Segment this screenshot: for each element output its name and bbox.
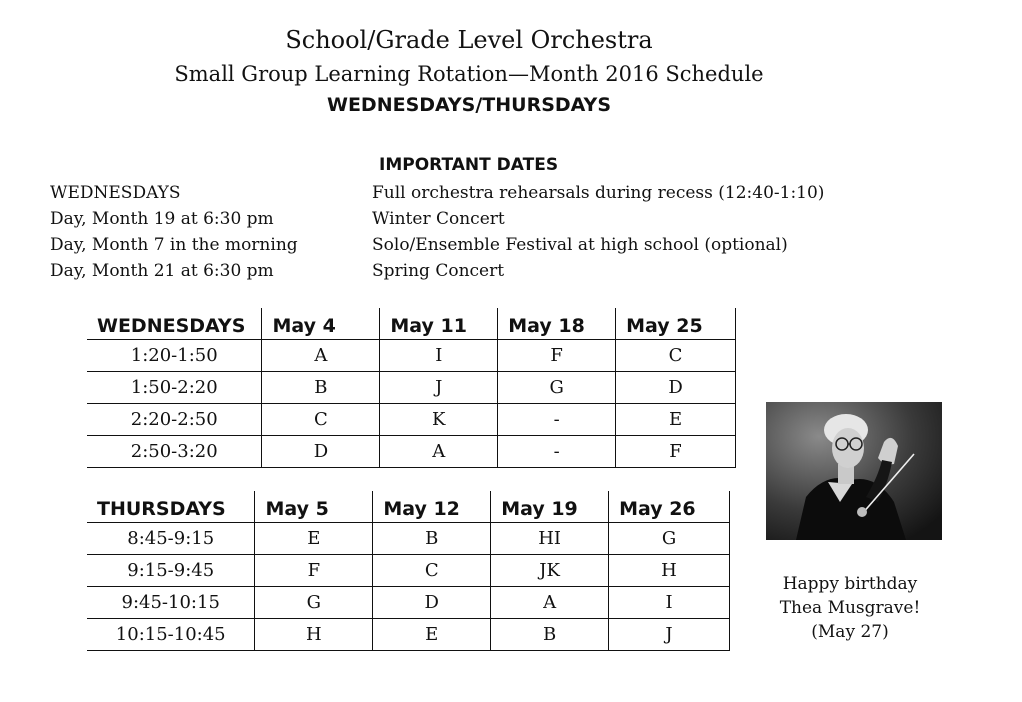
group-cell: A xyxy=(262,340,380,372)
group-cell: - xyxy=(498,436,616,468)
caption-line: (May 27) xyxy=(811,622,889,642)
page-title: School/Grade Level Orchestra xyxy=(285,26,653,54)
date-event: Solo/Ensemble Festival at high school (optional) xyxy=(372,235,788,255)
time-slot: 1:20-1:50 xyxy=(87,340,262,372)
column-header: WEDNESDAYS xyxy=(87,308,262,340)
table-row xyxy=(87,619,730,651)
column-header: May 26 xyxy=(609,491,730,523)
table-row xyxy=(87,523,730,555)
group-cell: F xyxy=(255,555,373,587)
group-cell: - xyxy=(498,404,616,436)
important-dates-what xyxy=(372,180,824,284)
time-slot: 2:20-2:50 xyxy=(87,404,262,436)
group-cell: G xyxy=(498,372,616,404)
group-cell: H xyxy=(609,555,730,587)
table-row xyxy=(87,587,730,619)
column-header: May 12 xyxy=(373,491,491,523)
thursday-schedule-table xyxy=(87,491,730,651)
important-dates-heading: IMPORTANT DATES xyxy=(379,155,559,175)
column-header: May 19 xyxy=(491,491,609,523)
group-cell: A xyxy=(380,436,498,468)
group-cell: H xyxy=(255,619,373,651)
date-event: Spring Concert xyxy=(372,261,505,281)
group-cell: E xyxy=(373,619,491,651)
table-header-row xyxy=(87,308,736,340)
group-cell: C xyxy=(616,340,736,372)
group-cell: B xyxy=(262,372,380,404)
table-header-row xyxy=(87,491,730,523)
column-header: May 25 xyxy=(616,308,736,340)
group-cell: F xyxy=(616,436,736,468)
group-cell: K xyxy=(380,404,498,436)
wednesday-schedule-table xyxy=(87,308,736,468)
group-cell: B xyxy=(491,619,609,651)
group-cell: G xyxy=(609,523,730,555)
conductor-photo xyxy=(766,402,942,540)
time-slot: 1:50-2:20 xyxy=(87,372,262,404)
table-row xyxy=(87,404,736,436)
birthday-caption xyxy=(766,572,934,644)
time-slot: 9:15-9:45 xyxy=(87,555,255,587)
column-header: May 18 xyxy=(498,308,616,340)
date-when: Day, Month 19 at 6:30 pm xyxy=(50,209,274,229)
date-event: Full orchestra rehearsals during recess (12:40-1:10) xyxy=(372,183,825,203)
group-cell: HI xyxy=(491,523,609,555)
group-cell: JK xyxy=(491,555,609,587)
important-dates-when xyxy=(50,180,298,284)
group-cell: J xyxy=(609,619,730,651)
group-cell: C xyxy=(373,555,491,587)
column-header: May 5 xyxy=(255,491,373,523)
date-when: Day, Month 7 in the morning xyxy=(50,235,298,255)
group-cell: D xyxy=(616,372,736,404)
group-cell: J xyxy=(380,372,498,404)
days-heading: WEDNESDAYS/THURSDAYS xyxy=(326,94,612,116)
date-when: WEDNESDAYS xyxy=(50,183,181,203)
date-event: Winter Concert xyxy=(372,209,505,229)
group-cell: G xyxy=(255,587,373,619)
page-subtitle: Small Group Learning Rotation—Month 2016 Schedule xyxy=(174,62,764,86)
table-row xyxy=(87,555,730,587)
group-cell: C xyxy=(262,404,380,436)
time-slot: 9:45-10:15 xyxy=(87,587,255,619)
table-row xyxy=(87,436,736,468)
group-cell: E xyxy=(616,404,736,436)
caption-line: Happy birthday xyxy=(782,574,918,594)
group-cell: I xyxy=(609,587,730,619)
date-when: Day, Month 21 at 6:30 pm xyxy=(50,261,274,281)
table-row xyxy=(87,372,736,404)
caption-line: Thea Musgrave! xyxy=(779,598,921,618)
group-cell: D xyxy=(262,436,380,468)
column-header: THURSDAYS xyxy=(87,491,255,523)
group-cell: D xyxy=(373,587,491,619)
column-header: May 4 xyxy=(262,308,380,340)
group-cell: F xyxy=(498,340,616,372)
table-row xyxy=(87,340,736,372)
time-slot: 2:50-3:20 xyxy=(87,436,262,468)
group-cell: B xyxy=(373,523,491,555)
group-cell: I xyxy=(380,340,498,372)
column-header: May 11 xyxy=(380,308,498,340)
time-slot: 8:45-9:15 xyxy=(87,523,255,555)
time-slot: 10:15-10:45 xyxy=(87,619,255,651)
group-cell: E xyxy=(255,523,373,555)
group-cell: A xyxy=(491,587,609,619)
